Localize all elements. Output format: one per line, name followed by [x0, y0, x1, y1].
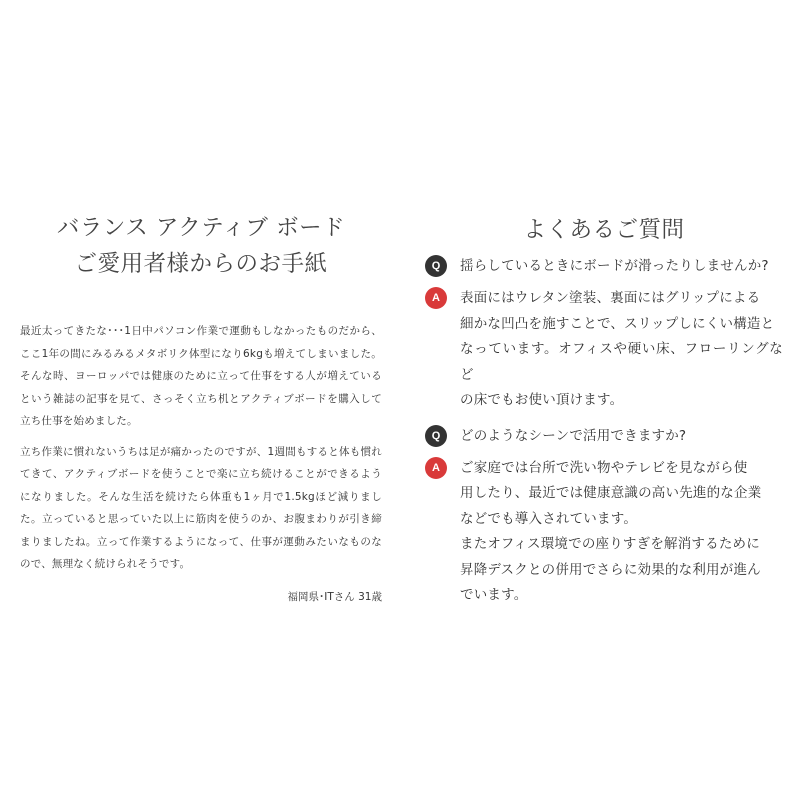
answer-line: などでも導入されています。: [460, 510, 638, 527]
letter-paragraph-1: 最近太ってきたな･･･1日中パソコン作業で運動もしなかったものだから、ここ1年の間にみるみるメタボリク体型になり6kgも増えてしまいました。そんな時、ヨーロッパでは健康のために立って仕事をする人が増えているという雑誌の記事を見て、さっそく立ち机とアクティブボードを購入して立ち仕事を始めました。: [20, 325, 382, 427]
answer-line: なっています。オフィスや硬い床、フローリングなど: [460, 341, 783, 383]
faq-title: よくあるご質問: [523, 217, 685, 243]
question-text: 揺らしているときにボードが滑ったりしませんか?: [460, 258, 769, 274]
a-badge-icon: A: [425, 287, 447, 309]
answer-line: またオフィス環境での座りすぎを解消するために: [460, 536, 760, 552]
letter-title-line1: バランス アクティブ ボード: [56, 215, 346, 241]
faq-question-2: [425, 424, 783, 448]
answer-line: 昇降デスクとの併用でさらに効果的な利用が進ん: [460, 561, 761, 578]
faq-question-1: [425, 254, 783, 278]
answer-text: [460, 456, 761, 609]
letter-title: [20, 210, 382, 282]
answer-text: [460, 286, 783, 414]
answer-line: 細かな凹凸を施すことで、スリップしにくい構造と: [460, 315, 775, 332]
answer-line: ご家庭では台所で洗い物やテレビを見ながら使: [460, 459, 748, 476]
faq-section: [425, 212, 783, 619]
letter-title-line2: ご愛用者様からのお手紙: [74, 251, 328, 277]
answer-line: の床でもお使い頂けます。: [460, 392, 624, 408]
letter-section: [20, 210, 382, 608]
q-badge-icon: Q: [425, 255, 447, 277]
faq-answer-2: [425, 456, 783, 609]
answer-line: 用したり、最近では健康意識の高い先進的な企業: [460, 485, 762, 501]
answer-line: 表面にはウレタン塗装、裏面にはグリップによる: [460, 290, 761, 306]
answer-line: でいます。: [460, 587, 528, 603]
letter-signature: 福岡県･ITさん 31歳: [287, 590, 382, 603]
a-badge-icon: A: [425, 457, 447, 479]
question-text: どのようなシーンで活用できますか?: [460, 427, 687, 444]
q-badge-icon: Q: [425, 425, 447, 447]
faq-answer-1: [425, 286, 783, 414]
letter-body: [20, 320, 382, 576]
letter-paragraph-2: 立ち作業に慣れないうちは足が痛かったのですが、1週間もすると体も慣れてきて、アクティブボードを使うことで楽に立ち続けることができるようになりました。そんな生活を続けたら体重も1ヶ月で1.5kgほど減りました。立っていると思っていた以上に筋肉を使うのか、お腹まわりが引き締まりましたね。立って作業するようになって、仕事が運動みたいなものなので、無理なく続けられそうです。: [20, 445, 382, 570]
